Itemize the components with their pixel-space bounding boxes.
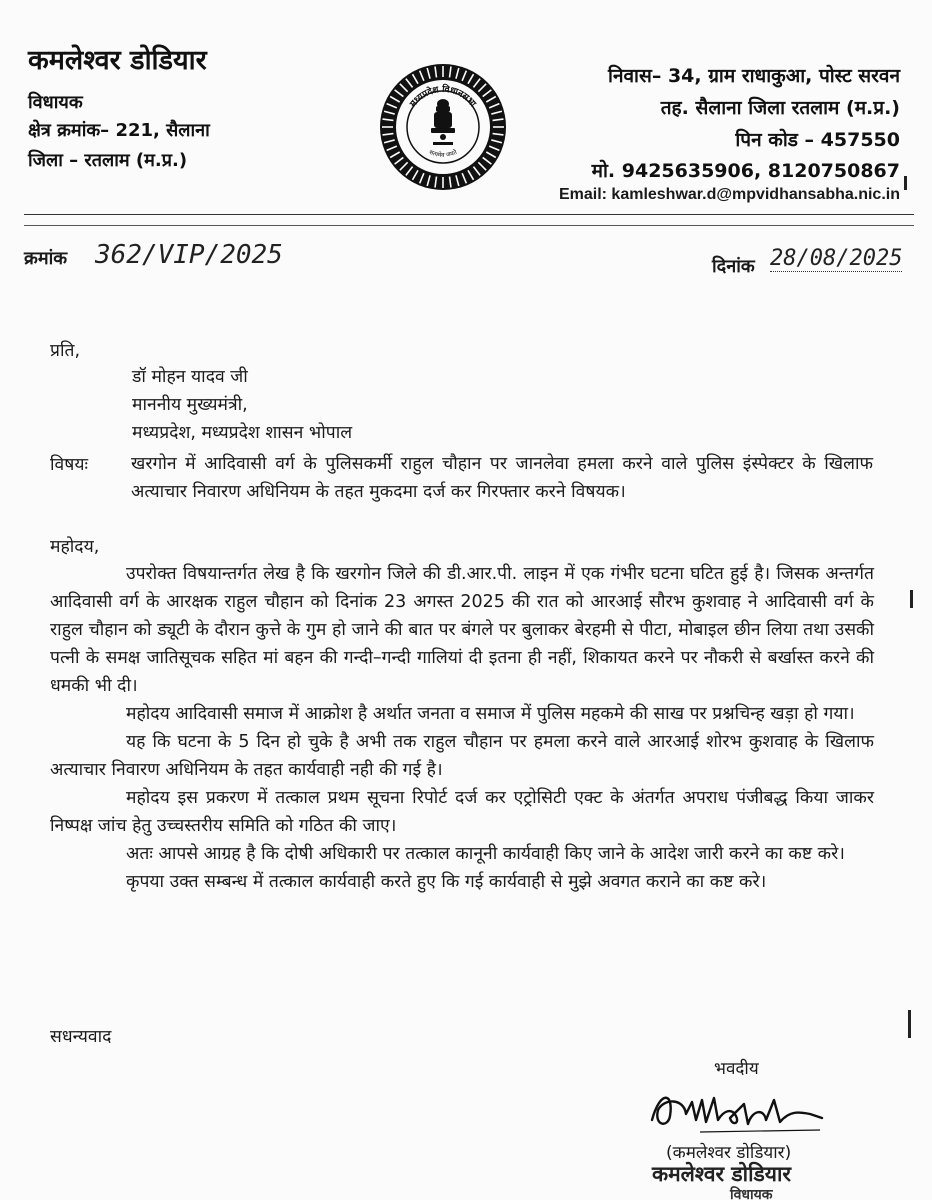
sender-designation: विधायक [28, 92, 83, 113]
email-address: Email: kamleshwar.d@mpvidhansabha.nic.in [558, 186, 900, 203]
body-paragraph-2: महोदय आदिवासी समाज में आक्रोश है अर्थात जनता व समाज में पुलिस महकमे की साख पर प्रश्नचिन्ह खड़ा हो गया। [126, 704, 855, 724]
body-paragraph-3: यह कि घटना के 5 दिन हो चुके है अभी तक राहुल चौहान पर हमला करने वाले आरआई शोरभ कुशवाह के खिलाफ अत्याचार निवारण अधिनियम के तहत कार्यवाही नही की गई है। [50, 732, 874, 780]
scan-mark [908, 1010, 911, 1038]
signatory-stamp-designation: विधायक [730, 1187, 773, 1203]
signatory-name-bracketed: (कमलेश्वर डोडियार) [666, 1143, 792, 1163]
residence-line1: निवास– 34, ग्राम राधाकुआ, पोस्ट सरवन [608, 65, 900, 87]
salutation: महोदय, [50, 537, 100, 557]
date-value: 28/08/2025 [770, 246, 903, 271]
recipient-name: डॉ मोहन यादव जी [132, 367, 248, 387]
body-paragraph-4: महोदय इस प्रकरण में तत्काल प्रथम सूचना रिपोर्ट दर्ज कर एट्रोसिटी एक्ट के अंतर्गत अपराध पंजीबद्ध किया जाकर निष्पक्ष जांच हेतु उच्चस्तरीय समिति को गठित की जाए। [50, 788, 874, 836]
subject-text: खरगोन में आदिवासी वर्ग के पुलिसकर्मी राहुल चौहान पर जानलेवा हमला करने वाले पुलिस इंस्पेक्टर के खिलाफ अत्याचार निवारण अधिनियम के तहत मुकदमा दर्ज कर गिरफ्तार करने विषयक। [131, 454, 873, 502]
body-paragraph-5: अतः आपसे आग्रह है कि दोषी अधिकारी पर तत्काल कानूनी कार्यवाही किए जाने के आदेश जारी करने का कष्ट करे। [126, 844, 845, 864]
mobile-numbers: मो. 9425635906, 8120750867 [591, 160, 900, 182]
vidhan-sabha-emblem [378, 62, 508, 192]
residence-line2: तह. सैलाना जिला रतलाम (म.प्र.) [660, 97, 900, 119]
closing: सधन्यवाद [50, 1027, 112, 1047]
sender-constituency: क्षेत्र क्रमांक– 221, सैलाना [28, 120, 210, 141]
header-rule-2 [24, 225, 914, 226]
pin-code: पिन कोड – 457550 [735, 129, 900, 151]
body-paragraph-1: उपरोक्त विषयान्तर्गत लेख है कि खरगोन जिले की डी.आर.पी. लाइन में एक गंभीर घटना घटित हुई है। जिसक अन्तर्गत आदिवासी वर्ग के आरक्षक राहुल चौहान को दिनांक 23 अगस्त 2025 की रात को आरआई सौरभ कुशवाह ने आदिवासी वर्ग के राहुल चौहान को ड्यूटी के दौरान कुत्ते के गुम हो जाने की बात पर बंगले पर बुलाकर बेरहमी से पीटा, मोबाइल छीन लिया तथा उसकी पत्नी के समक्ष जातिसूचक सहित मां बहन की गन्दी–गन्दी गालियां दी इतना ही नहीं, शिकायत करने पर नौकरी से बर्खास्त करने की धमकी भी दी। [50, 564, 874, 696]
subject-label: विषयः [50, 455, 89, 475]
body-paragraph-6: कृपया उक्त सम्बन्ध में तत्काल कार्यवाही करते हुए कि गई कार्यवाही से मुझे अवगत कराने का कष्ट करे। [126, 872, 767, 892]
recipient-title: माननीय मुख्यमंत्री, [132, 395, 248, 415]
emblem-bottom-text: सत्यमेव जयते [427, 148, 459, 159]
sender-name: कमलेश्वर डोडियार [28, 45, 207, 76]
emblem-top-text: मध्यप्रदेश विधानसभा [408, 84, 478, 110]
signatory-stamp-name: कमलेश्वर डोडियार [652, 1162, 791, 1186]
header-rule [24, 214, 914, 215]
to-label: प्रति, [50, 341, 81, 361]
recipient-address: मध्यप्रदेश, मध्यप्रदेश शासन भोपाल [132, 423, 353, 443]
handwritten-signature [640, 1080, 880, 1140]
date-label: दिनांक [712, 256, 755, 277]
ref-number: 362/VIP/2025 [95, 240, 283, 270]
letter-body [50, 560, 874, 896]
yours-faithfully: भवदीय [714, 1059, 759, 1079]
scan-mark [904, 176, 907, 190]
scan-mark [910, 590, 913, 608]
sender-district: जिला – रतलाम (म.प्र.) [28, 150, 188, 171]
ref-label: क्रमांक [24, 248, 68, 269]
